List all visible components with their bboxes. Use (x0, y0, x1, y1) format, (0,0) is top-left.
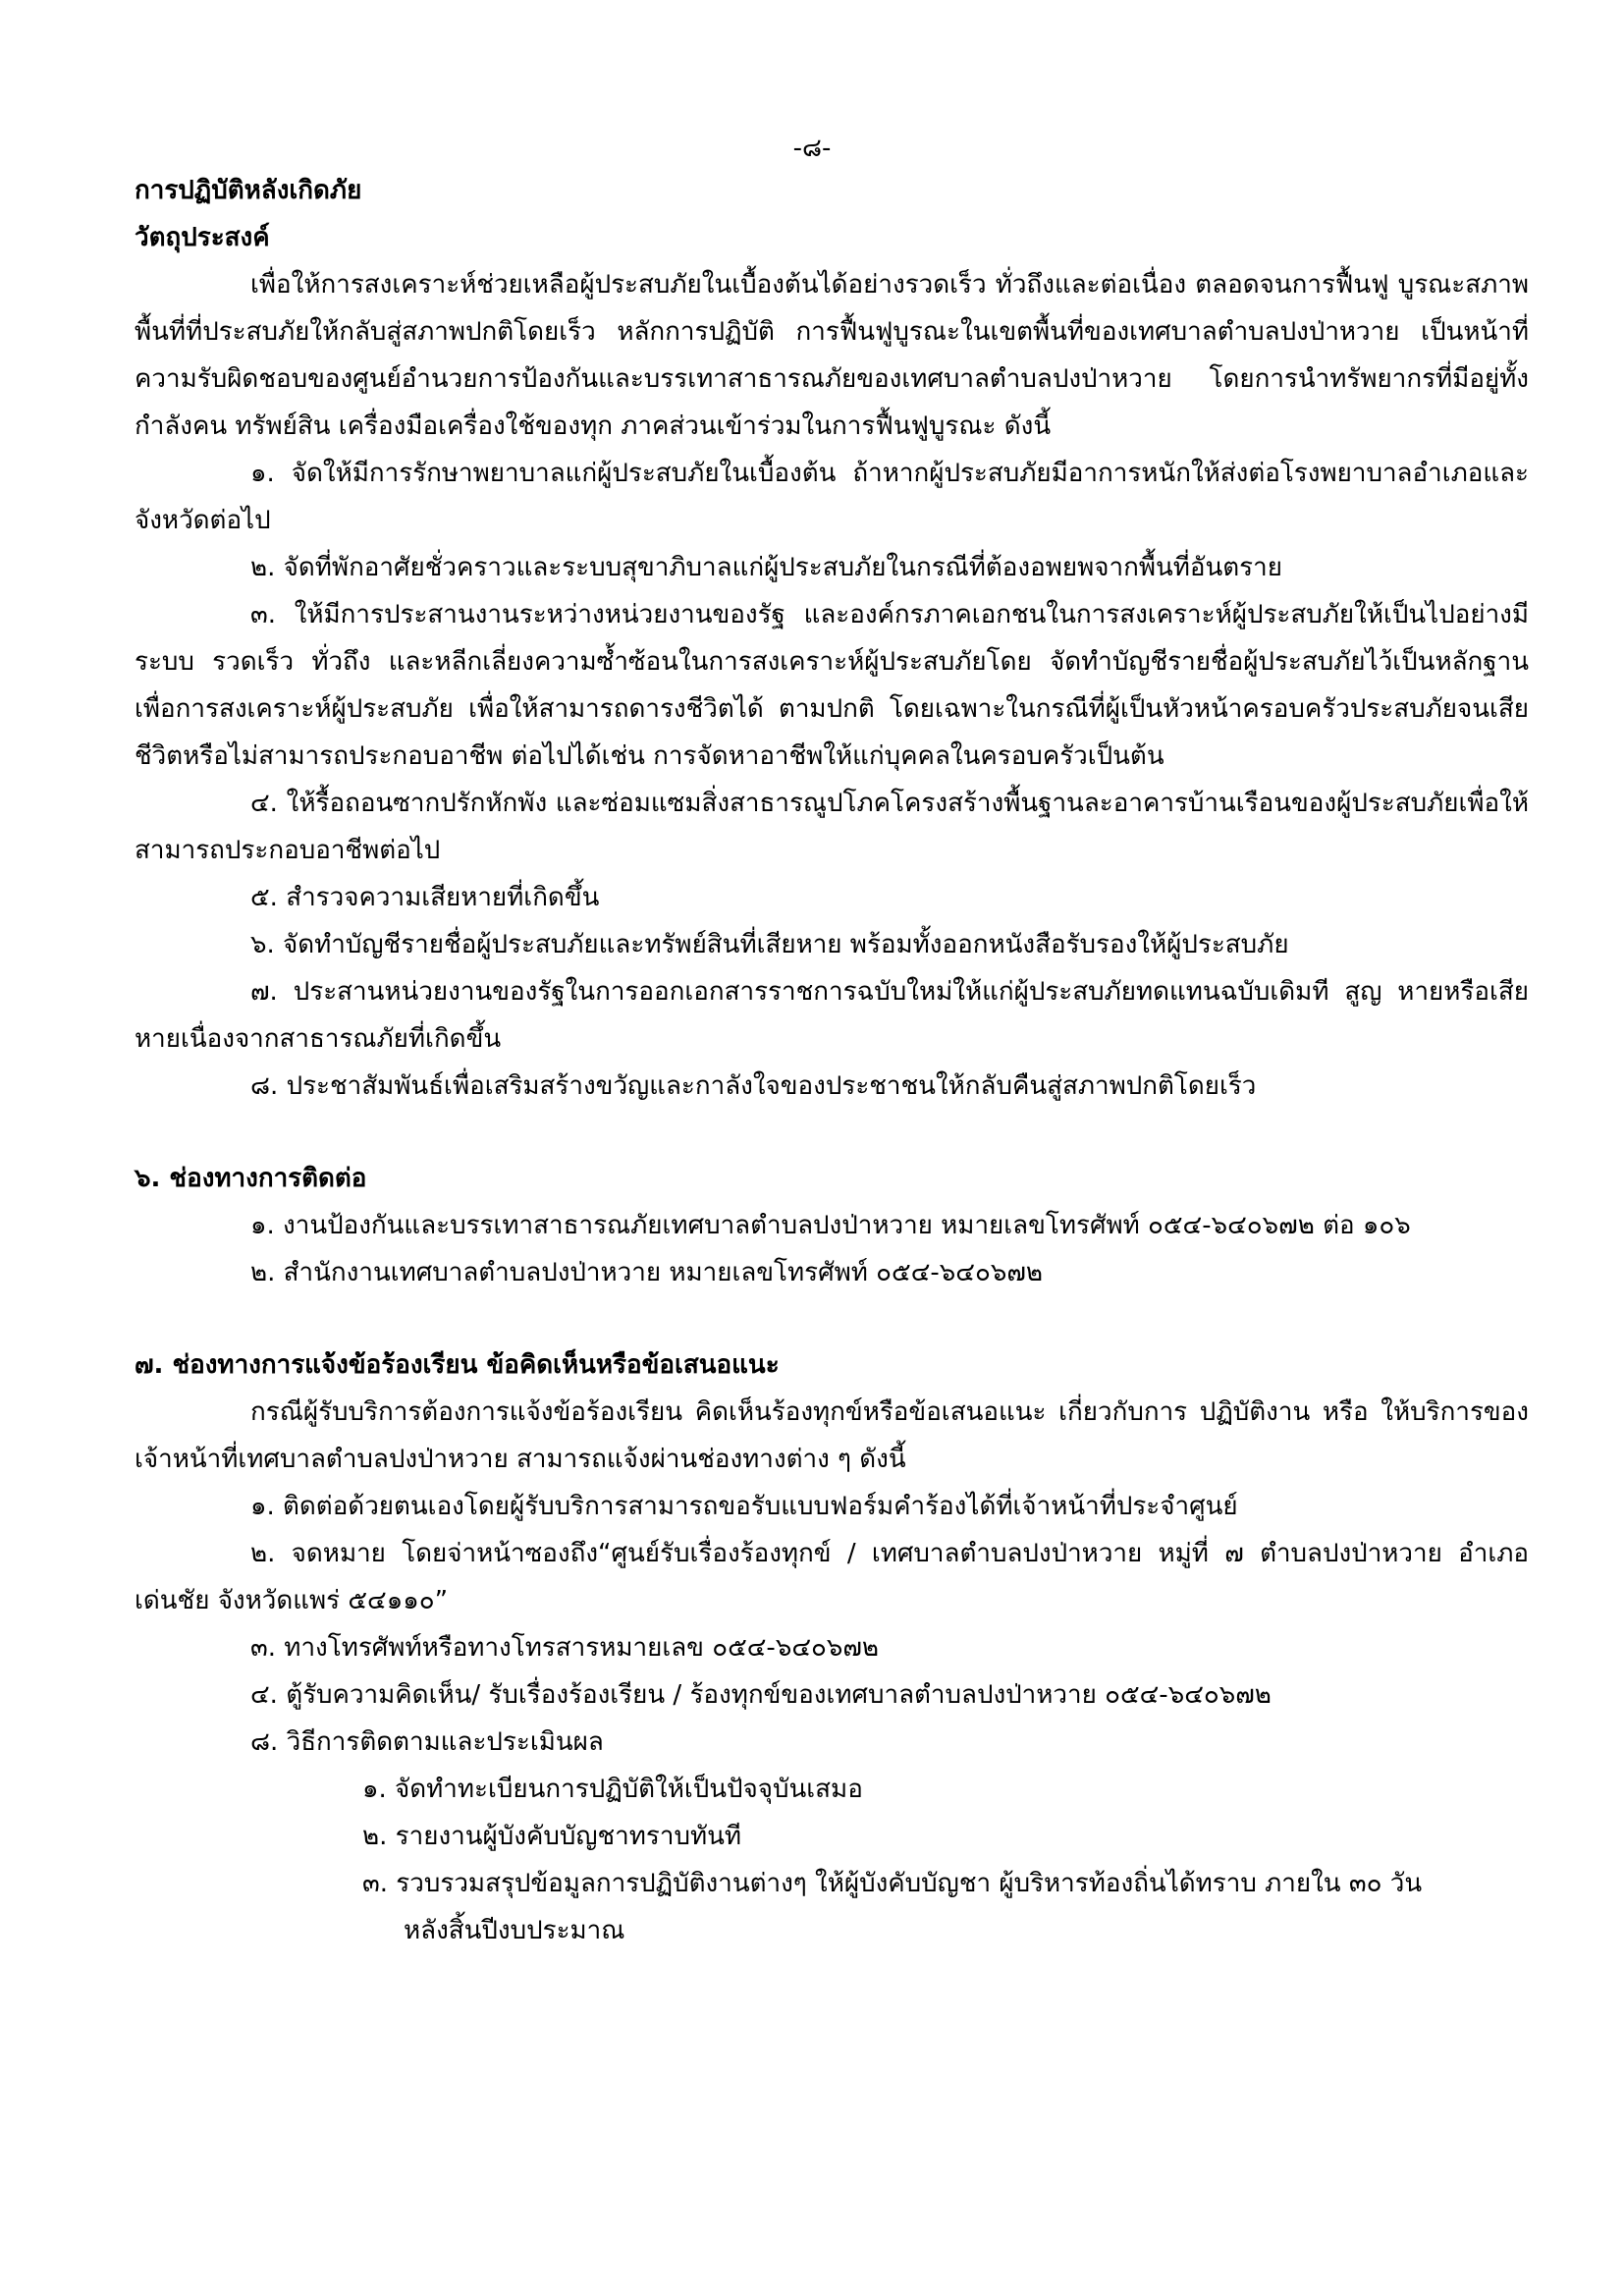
list-item: ๘. ประชาสัมพันธ์เพื่อเสริมสร้างขวัญและกาลังใจของประชาชนให้กลับคืนสู่สภาพปกติโดยเร็ว (250, 1071, 1257, 1101)
list-item: ๖. จัดทำบัญชีรายชื่อผู้ประสบภัยและทรัพย์สินที่เสียหาย พร้อมทั้งออกหนังสือรับรองให้ผู้ประสบภัย (250, 930, 1289, 959)
evaluation-sub-item: ๑. จัดทำทะเบียนการปฏิบัติให้เป็นปัจจุบันเสมอ (362, 1775, 863, 1804)
contact-item: ๑. งานป้องกันและบรรเทาสาธารณภัยเทศบาลตำบลปงป่าหวาย หมายเลขโทรศัพท์ ๐๕๔-๖๔๐๖๗๒ ต่อ ๑๐๖ (250, 1211, 1411, 1240)
contact-item: ๒. สำนักงานเทศบาลตำบลปงป่าหวาย หมายเลขโทรศัพท์ ๐๕๔-๖๔๐๖๗๒ (250, 1258, 1044, 1287)
evaluation-sub-item: ๒. รายงานผู้บังคับบัญชาทราบทันที (362, 1822, 742, 1851)
list-item: ๑. จัดให้มีการรักษาพยาบาลแก่ผู้ประสบภัยในเบื้องต้น ถ้าหากผู้ประสบภัยมีอาการหนักให้ส่งต่อโรงพยาบาลอำเภอและจังหวัดต่อไป (135, 459, 1529, 535)
complaints-intro: กรณีผู้รับบริการต้องการแจ้งข้อร้องเรียน คิดเห็นร้องทุกข์หรือข้อเสนอแนะ เกี่ยวกับการ ปฏิบัติงาน หรือ ให้บริการของเจ้าหน้าที่เทศบาลตำบลปงป่าหวาย สามารถแจ้งผ่านช่องทางต่าง ๆ ดังนี้ (135, 1397, 1529, 1474)
complaint-channel-item: ๒. จดหมาย โดยจ่าหน้าซองถึง“ศูนย์รับเรื่องร้องทุกข์ / เทศบาลตำบลปงป่าหวาย หมู่ที่ ๗ ตำบลปงป่าหวาย อำเภอเด่นชัย จังหวัดแพร่ ๕๔๑๑๐” (135, 1539, 1529, 1615)
evaluation-sub-item-continuation: หลังสิ้นปีงบประมาณ (404, 1916, 625, 1945)
list-item: ๗. ประสานหน่วยงานของรัฐในการออกเอกสารราชการฉบับใหม่ให้แก่ผู้ประสบภัยทดแทนฉบับเดิมที สูญ หายหรือเสียหายเนื่องจากสาธารณภัยที่เกิดขึ้น (135, 977, 1529, 1054)
complaint-channel-item: ๔. ตู้รับความคิดเห็น/ รับเรื่องร้องเรียน / ร้องทุกข์ของเทศบาลตำบลปงป่าหวาย ๐๕๔-๖๔๐๖๗๒ (250, 1680, 1272, 1710)
evaluation-sub-item-line: ๓. รวบรวมสรุปข้อมูลการปฏิบัติงานต่างๆ ให้ผู้บังคับบัญชา ผู้บริหารท้องถิ่นได้ทราบ ภายใน ๓๐ วัน (362, 1869, 1423, 1898)
list-item: ๒. จัดที่พักอาศัยชั่วคราวและระบบสุขาภิบาลแก่ผู้ประสบภัยในกรณีที่ต้องอพยพจากพื้นที่อันตราย (250, 553, 1282, 582)
list-item: ๔. ให้รื้อถอนซากปรักหักพัง และซ่อมแซมสิ่งสาธารณูปโภคโครงสร้างพื้นฐานละอาคารบ้านเรือนของผู้ประสบภัยเพื่อให้สามารถประกอบอาชีพต่อไป (135, 789, 1529, 865)
list-item: ๕. สำรวจความเสียหายที่เกิดขึ้น (250, 883, 600, 912)
evaluation-sub-item (135, 1860, 1529, 1954)
page-number: -๘- (792, 134, 832, 163)
complaint-channel-item: ๓. ทางโทรศัพท์หรือทางโทรสารหมายเลข ๐๕๔-๖๔๐๖๗๒ (250, 1633, 880, 1663)
objective-paragraph: เพื่อให้การสงเคราะห์ช่วยเหลือผู้ประสบภัยในเบื้องต้นได้อย่างรวดเร็ว ทั่วถึงและต่อเนื่อง ตลอดจนการฟื้นฟู บูรณะสภาพพื้นที่ที่ประสบภัยให้กลับสู่สภาพปกติโดยเร็ว หลักการปฏิบัติ การฟื้นฟูบูรณะในเขตพื้นที่ของเทศบาลตำบลปงป่าหวาย เป็นหน้าที่ ความรับผิดชอบของศูนย์อำนวยการป้องกันและบรรเทาสาธารณภัยของเทศบาลตำบลปงป่าหวาย โดยการนำทรัพยากรที่มีอยู่ทั้งกำลังคน ทรัพย์สิน เครื่องมือเครื่องใช้ของทุก ภาคส่วนเข้าร่วมในการฟื้นฟูบูรณะ ดังนี้ (135, 270, 1529, 441)
list-item: ๓. ให้มีการประสานงานระหว่างหน่วยงานของรัฐ และองค์กรภาคเอกชนในการสงเคราะห์ผู้ประสบภัยให้เป็นไปอย่างมีระบบ รวดเร็ว ทั่วถึง และหลีกเลี่ยงความซ้ำซ้อนในการสงเคราะห์ผู้ประสบภัยโดย จัดทำบัญชีรายชื่อผู้ประสบภัยไว้เป็นหลักฐานเพื่อการสงเคราะห์ผู้ประสบภัย เพื่อให้สามารถดารงชีวิตได้ ตามปกติ โดยเฉพาะในกรณีที่ผู้เป็นหัวหน้าครอบครัวประสบภัยจนเสียชีวิตหรือไม่สามารถประกอบอาชีพ ต่อไปได้เช่น การจัดหาอาชีพให้แก่บุคคลในครอบครัวเป็นต้น (135, 600, 1529, 771)
document-body (135, 167, 1529, 1954)
section-title-after-disaster: การปฏิบัติหลังเกิดภัย (135, 176, 362, 205)
section-title-complaints: ๗. ช่องทางการแจ้งข้อร้องเรียน ข้อคิดเห็นหรือข้อเสนอแนะ (135, 1350, 780, 1380)
complaint-channel-item: ๘. วิธีการติดตามและประเมินผล (250, 1727, 604, 1757)
objective-heading: วัตถุประสงค์ (135, 223, 270, 252)
section-title-contact: ๖. ช่องทางการติดต่อ (135, 1164, 367, 1193)
complaint-channel-item: ๑. ติดต่อด้วยตนเองโดยผู้รับบริการสามารถขอรับแบบฟอร์มคำร้องได้ที่เจ้าหน้าที่ประจำศูนย์ (250, 1492, 1238, 1521)
